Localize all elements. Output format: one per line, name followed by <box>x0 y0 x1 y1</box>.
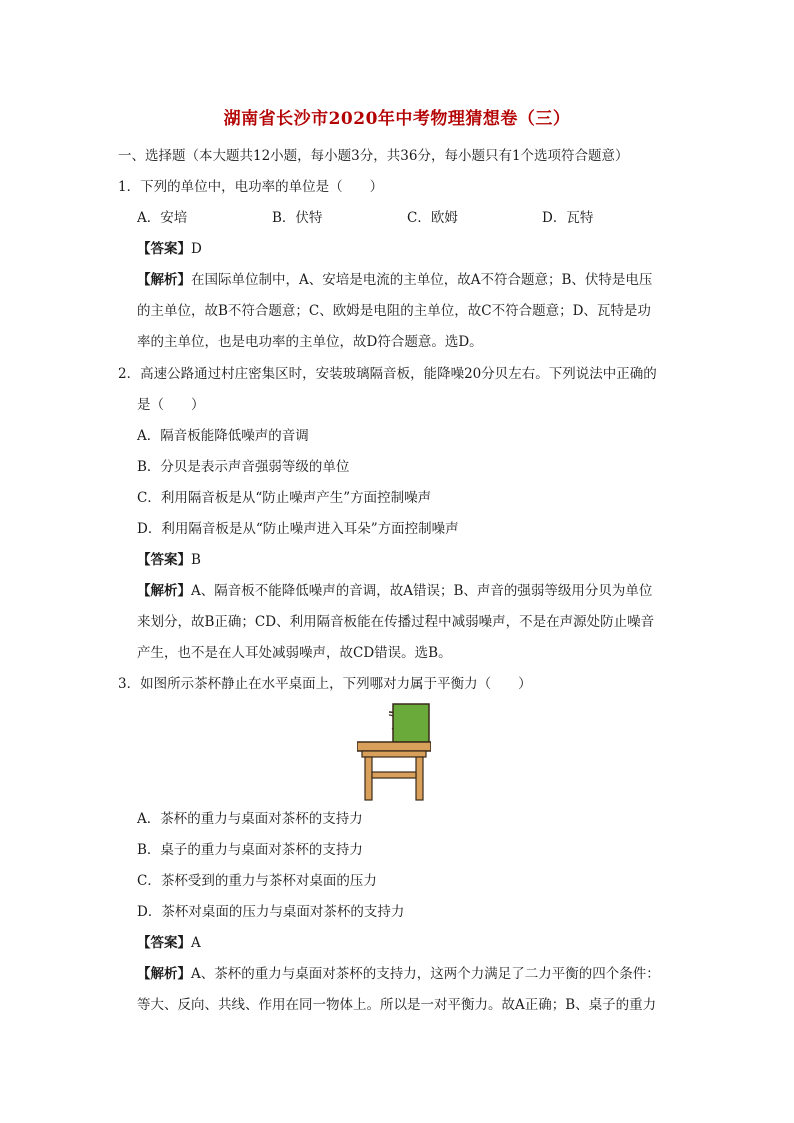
question-3-option-b: B．桌子的重力与桌面对茶杯的支持力 <box>137 842 363 858</box>
answer-label: 【答案】 <box>137 935 191 951</box>
analysis-text: 在国际单位制中，A、安培是电流的主单位，故A不符合题意；B、伏特是电压 <box>191 272 653 288</box>
question-2-analysis-line-3: 产生，也不是在人耳处减弱噪声，故CD错误。选B。 <box>137 645 452 661</box>
question-1-option-a: A．安培 <box>137 210 188 226</box>
cup-on-table-figure <box>357 700 431 802</box>
question-2-analysis-line-2: 来划分，故B正确；CD、利用隔音板能在传播过程中减弱噪声，不是在声源处防止噪音 <box>137 614 655 630</box>
analysis-label: 【解析】 <box>137 966 191 982</box>
question-3-analysis-line-1 <box>137 964 660 984</box>
green-cup <box>393 704 429 742</box>
question-3-answer <box>137 933 201 953</box>
analysis-label: 【解析】 <box>137 583 191 599</box>
question-3-option-d: D．茶杯对桌面的压力与桌面对茶杯的支持力 <box>137 904 405 920</box>
table-top <box>357 742 431 751</box>
answer-value: D <box>191 241 202 257</box>
question-1-option-b: B．伏特 <box>272 210 323 226</box>
question-3-option-a: A．茶杯的重力与桌面对茶杯的支持力 <box>137 811 363 827</box>
table-apron <box>362 751 426 757</box>
page-title: 湖南省长沙市2020年中考物理猜想卷（三） <box>223 109 571 129</box>
question-3-option-c: C．茶杯受到的重力与茶杯对桌面的压力 <box>137 873 377 889</box>
question-1-answer <box>137 239 202 259</box>
answer-value: A <box>191 935 201 951</box>
question-1-stem: 1．下列的单位中，电功率的单位是（ ） <box>118 179 384 195</box>
question-2-stem-line-2: 是（ ） <box>137 397 205 413</box>
table-stretcher <box>372 772 416 778</box>
question-1-analysis-line-2: 的主单位，故B不符合题意；C、欧姆是电阻的主单位，故C不符合题意；D、瓦特是功 <box>137 303 651 319</box>
question-3-stem: 3．如图所示茶杯静止在水平桌面上，下列哪对力属于平衡力（ ） <box>118 676 532 692</box>
analysis-label: 【解析】 <box>137 272 191 288</box>
table-leg-right <box>416 757 423 800</box>
answer-label: 【答案】 <box>137 552 191 568</box>
section-heading: 一、选择题（本大题共12小题，每小题3分，共36分，每小题只有1个选项符合题意） <box>118 148 629 164</box>
question-1-analysis-line-1 <box>137 270 652 290</box>
question-2-stem-line-1: 2．高速公路通过村庄密集区时，安装玻璃隔音板，能降噪20分贝左右。下列说法中正确的 <box>118 366 657 382</box>
question-2-option-d: D．利用隔音板是从“防止噪声进入耳朵”方面控制噪声 <box>137 521 459 537</box>
question-2-option-c: C．利用隔音板是从“防止噪声产生”方面控制噪声 <box>137 490 432 506</box>
question-2-option-b: B．分贝是表示声音强弱等级的单位 <box>137 459 350 475</box>
analysis-text: A、茶杯的重力与桌面对茶杯的支持力，这两个力满足了二力平衡的四个条件： <box>191 966 660 982</box>
question-2-option-a: A．隔音板能降低噪声的音调 <box>137 428 309 444</box>
question-1-option-c: C．欧姆 <box>407 210 458 226</box>
question-1-options <box>137 208 677 228</box>
question-1-option-d: D．瓦特 <box>542 210 594 226</box>
question-2-answer <box>137 550 201 570</box>
question-1-analysis-line-3: 率的主单位，也是电功率的主单位，故D符合题意。选D。 <box>137 334 483 350</box>
answer-value: B <box>191 552 201 568</box>
question-2-analysis-line-1 <box>137 581 652 601</box>
table-leg-left <box>365 757 372 800</box>
answer-label: 【答案】 <box>137 241 191 257</box>
analysis-text: A、隔音板不能降低噪声的音调，故A错误；B、声音的强弱等级用分贝为单位 <box>191 583 653 599</box>
question-3-analysis-line-2: 等大、反向、共线、作用在同一物体上。所以是一对平衡力。故A正确；B、桌子的重力 <box>137 997 657 1013</box>
